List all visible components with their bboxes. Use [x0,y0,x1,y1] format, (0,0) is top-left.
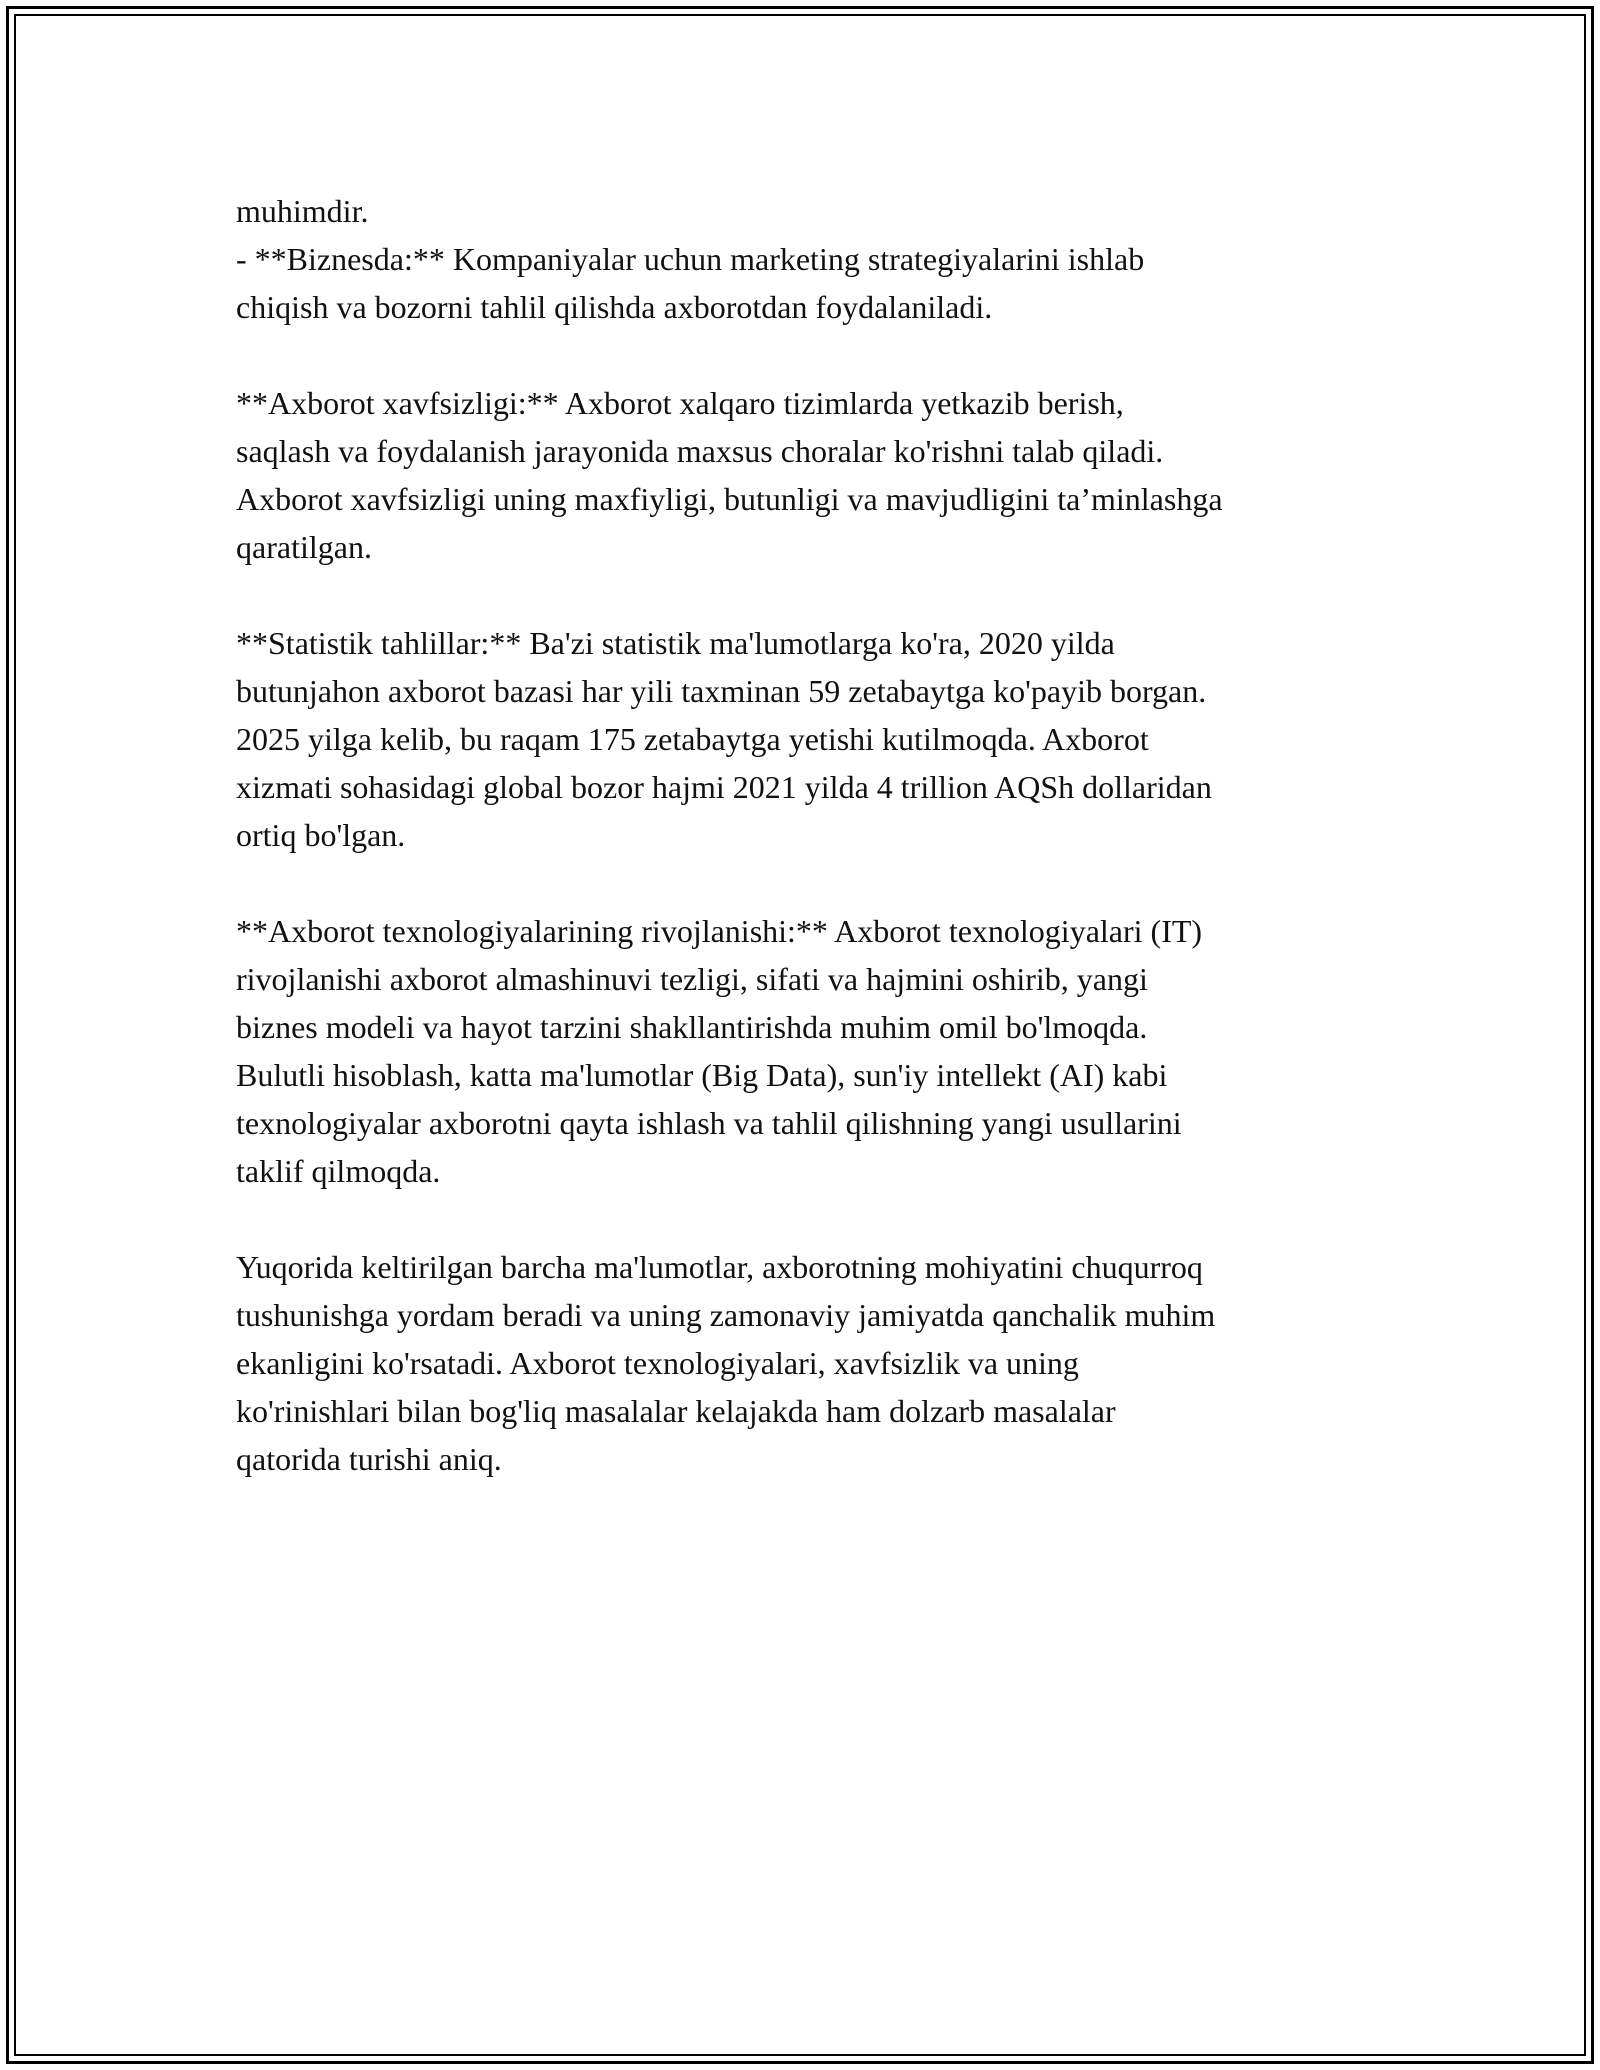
text-line: chiqish va bozorni tahlil qilishda axborotdan foydalaniladi. [236,289,993,325]
text-line: 2025 yilga kelib, bu raqam 175 zetabaytga yetishi kutilmoqda. Axborot [236,721,1149,757]
text-line: - **Biznesda:** Kompaniyalar uchun marketing strategiyalarini ishlab [236,241,1145,277]
paragraph-axborot-xavfsizligi [236,379,1386,571]
text-line: ekanligini ko'rsatadi. Axborot texnologiyalari, xavfsizlik va uning [236,1345,1079,1381]
text-line: Axborot xavfsizligi uning maxfiyligi, butunligi va mavjudligini ta’minlashga [236,481,1223,517]
paragraph-biznesda [236,187,1386,331]
paragraph-statistik-tahlillar [236,619,1386,859]
text-line: Bulutli hisoblash, katta ma'lumotlar (Big Data), sun'iy intellekt (AI) kabi [236,1057,1168,1093]
text-line: **Statistik tahlillar:** Ba'zi statistik ma'lumotlarga ko'ra, 2020 yilda [236,625,1115,661]
text-line: ortiq bo'lgan. [236,817,406,853]
text-line: taklif qilmoqda. [236,1153,441,1189]
text-line: qaratilgan. [236,529,372,565]
text-line: biznes modeli va hayot tarzini shakllantirishda muhim omil bo'lmoqda. [236,1009,1148,1045]
text-line: saqlash va foydalanish jarayonida maxsus choralar ko'rishni talab qiladi. [236,433,1164,469]
text-line: ko'rinishlari bilan bog'liq masalalar kelajakda ham dolzarb masalalar [236,1393,1116,1429]
paragraph-xulosa [236,1243,1386,1483]
text-line: Yuqorida keltirilgan barcha ma'lumotlar, axborotning mohiyatini chuqurroq [236,1249,1203,1285]
text-line: butunjahon axborot bazasi har yili taxminan 59 zetabaytga ko'payib borgan. [236,673,1207,709]
text-line: tushunishga yordam beradi va uning zamonaviy jamiyatda qanchalik muhim [236,1297,1216,1333]
text-line: **Axborot texnologiyalarining rivojlanishi:** Axborot texnologiyalari (IT) [236,913,1203,949]
text-line: **Axborot xavfsizligi:** Axborot xalqaro tizimlarda yetkazib berish, [236,385,1124,421]
text-line: muhimdir. [236,193,369,229]
text-line: xizmati sohasidagi global bozor hajmi 2021 yilda 4 trillion AQSh dollaridan [236,769,1212,805]
document-body [236,187,1386,1483]
paragraph-axborot-texnologiyalari [236,907,1386,1195]
text-line: qatorida turishi aniq. [236,1441,502,1477]
text-line: texnologiyalar axborotni qayta ishlash va tahlil qilishning yangi usullarini [236,1105,1182,1141]
text-line: rivojlanishi axborot almashinuvi tezligi, sifati va hajmini oshirib, yangi [236,961,1148,997]
